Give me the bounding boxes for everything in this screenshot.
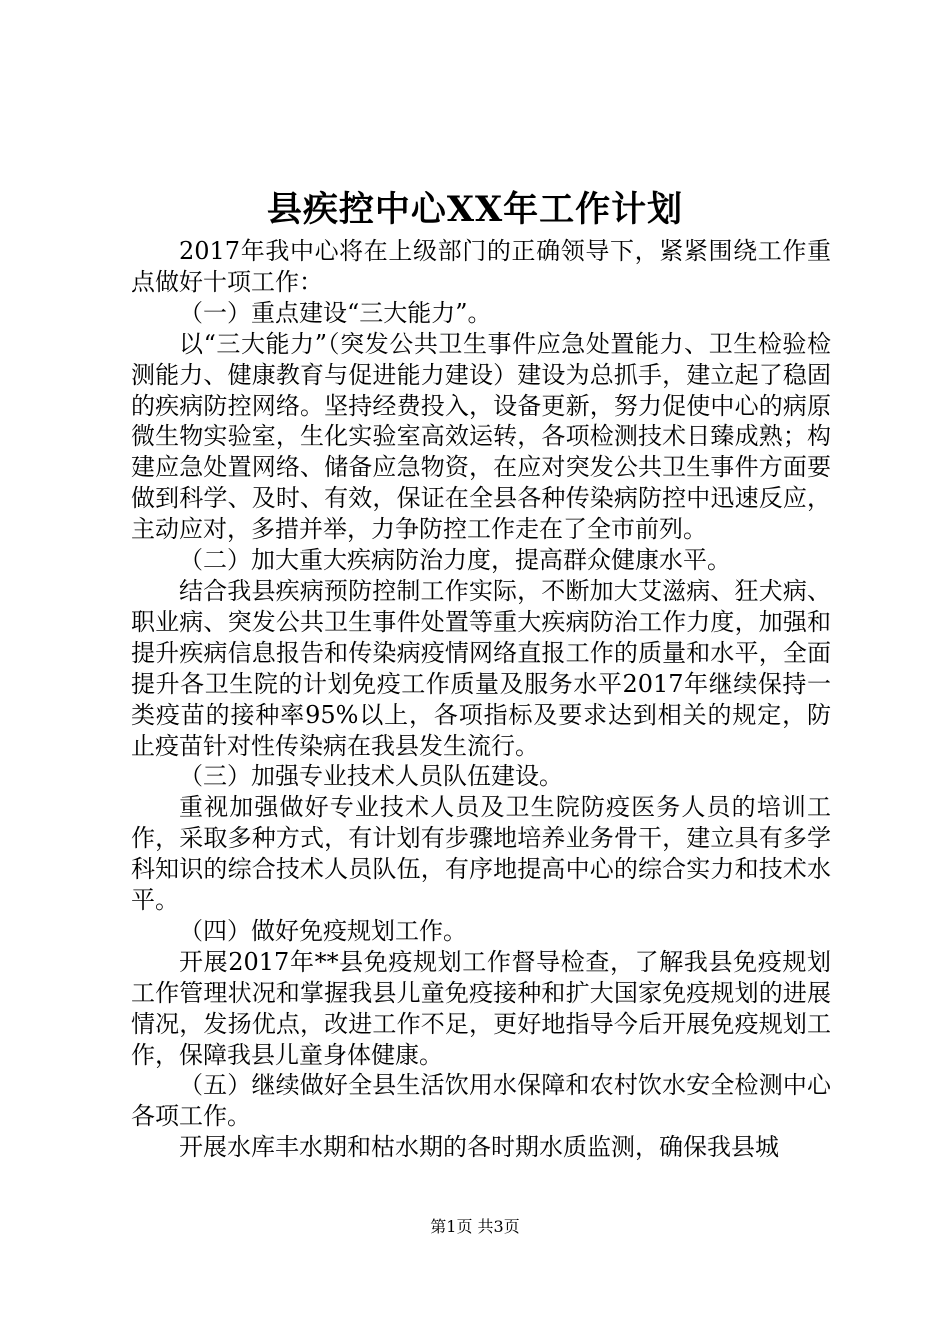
section-heading-5: （五）继续做好全县生活饮用水保障和农村饮水安全检测中心各项工作。 [131,1071,831,1131]
section-heading-2: （二）加大重大疾病防治力度，提高群众健康水平。 [179,546,731,575]
section-paragraph-2: 结合我县疾病预防控制工作实际，不断加大艾滋病、狂犬病、职业病、突发公共卫生事件处置等重大疾病防治工作力度，加强和提升疾病信息报告和传染病疫情网络直报工作的质量和水平，全面提升各卫生院的计划免疫工作质量及服务水平2017年继续保持一类疫苗的接种率95%以上，各项指标及要求达到相关的规定，防止疫苗针对性传染病在我县发生流行。 [131,576,831,760]
document-body [131,236,831,1163]
page-number-footer: 第1页 共3页 [430,1217,520,1236]
document-title: 县疾控中心XX年工作计划 [266,189,684,230]
section-heading-1: （一）重点建设“三大能力”。 [179,298,492,327]
section-paragraph-1: 以“三大能力”（突发公共卫生事件应急处置能力、卫生检验检测能力、健康教育与促进能力建设）建设为总抓手，建立起了稳固的疾病防控网络。坚持经费投入，设备更新，努力促使中心的病原微生物实验室，生化实验室高效运转，各项检测技术日臻成熟；构建应急处置网络、储备应急物资，在应对突发公共卫生事件方面要做到科学、及时、有效，保证在全县各种传染病防控中迅速反应，主动应对，多措并举，力争防控工作走在了全市前列。 [131,329,831,544]
section-heading-3: （三）加强专业技术人员队伍建设。 [179,762,563,791]
section-paragraph-4: 开展2017年**县免疫规划工作督导检查，了解我县免疫规划工作管理状况和掌握我县儿童免疫接种和扩大国家免疫规划的进展情况，发扬优点，改进工作不足，更好地指导今后开展免疫规划工作，保障我县儿童身体健康。 [131,947,831,1069]
section-paragraph-5: 开展水库丰水期和枯水期的各时期水质监测，确保我县城 [179,1133,779,1162]
section-paragraph-3: 重视加强做好专业技术人员及卫生院防疫医务人员的培训工作，采取多种方式，有计划有步骤地培养业务骨干，建立具有多学科知识的综合技术人员队伍，有序地提高中心的综合实力和技术水平。 [131,793,831,915]
section-heading-4: （四）做好免疫规划工作。 [179,916,467,945]
intro-paragraph: 2017年我中心将在上级部门的正确领导下，紧紧围绕工作重点做好十项工作： [131,237,831,296]
